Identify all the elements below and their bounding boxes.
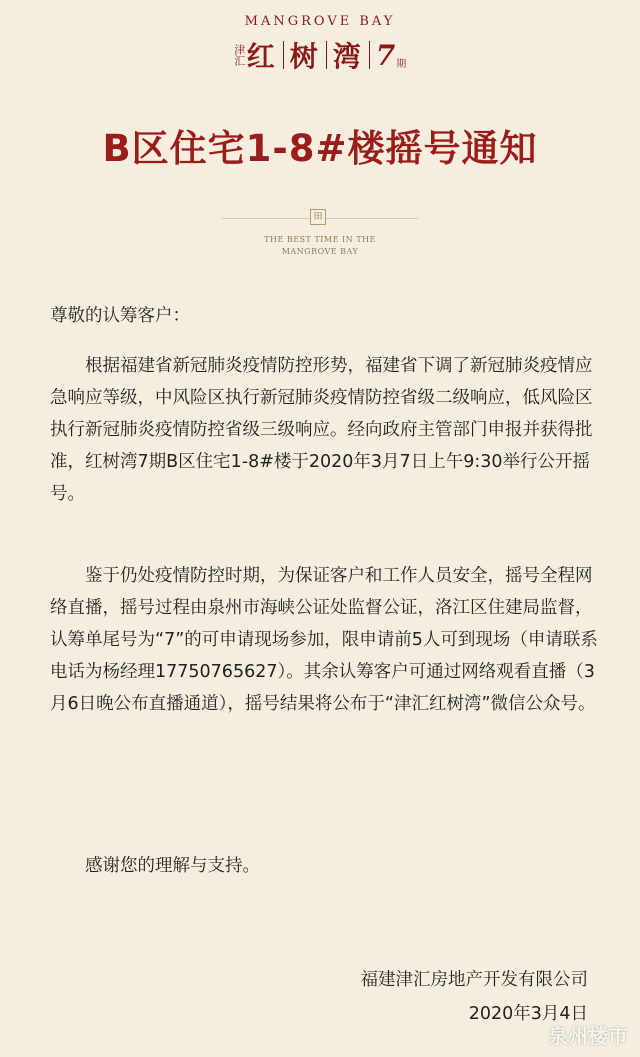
brand-logo <box>0 35 640 75</box>
brand-separator <box>326 41 327 69</box>
paragraph-3: 感谢您的理解与支持。 <box>85 856 260 876</box>
brand-phase-number: 7 <box>375 38 396 72</box>
brand-phase-suffix: 期 <box>396 58 407 70</box>
brand-english-name: MANGROVE BAY <box>244 14 396 29</box>
brand-separator <box>369 41 370 69</box>
brand-char-1: 红 <box>246 40 277 73</box>
brand-char-2: 树 <box>289 40 320 73</box>
brand-separator <box>283 41 284 69</box>
greeting: 尊敬的认筹客户： <box>50 306 190 326</box>
signature-date: 2020年3月4日 <box>468 1004 588 1024</box>
brand-char-3: 湾 <box>332 40 363 73</box>
emblem-icon: 田 <box>310 209 326 225</box>
paragraph-1: 根据福建省新冠肺炎疫情防控形势，福建省下调了新冠肺炎疫情应急响应等级，中风险区执行新冠肺炎疫情防控省级二级响应，低风险区执行新冠肺炎疫情防控省级三级响应。经向政府主管部门申报并获得批准，红树湾7期B区住宅1-8#楼于2020年3月7日上午9:30举行公开摇号。 <box>50 356 593 504</box>
watermark: 泉州楼市 <box>548 1024 628 1048</box>
tagline-line-1: THE BEST TIME IN THE <box>264 235 376 244</box>
tagline-line-2: MANGROVE BAY <box>281 247 359 256</box>
signature-company: 福建津汇房地产开发有限公司 <box>360 970 588 990</box>
brand-header <box>0 14 640 75</box>
brand-prefix: 津汇 <box>232 44 246 66</box>
page-title: B区住宅1-8#楼摇号通知 <box>102 127 538 170</box>
paragraph-2: 鉴于仍处疫情防控时期，为保证客户和工作人员安全，摇号全程网络直播，摇号过程由泉州市海峡公证处监督公证，洛江区住建局监督，认筹单尾号为“7”的可申请现场参加，限申请前5人可到现场（申请联系电话为杨经理17750765627）。其余认筹客户可通过网络观看直播（3月6日晚公布直播通道），摇号结果将公布于“津汇红树湾”微信公众号。 <box>50 566 598 714</box>
tagline <box>0 234 640 258</box>
